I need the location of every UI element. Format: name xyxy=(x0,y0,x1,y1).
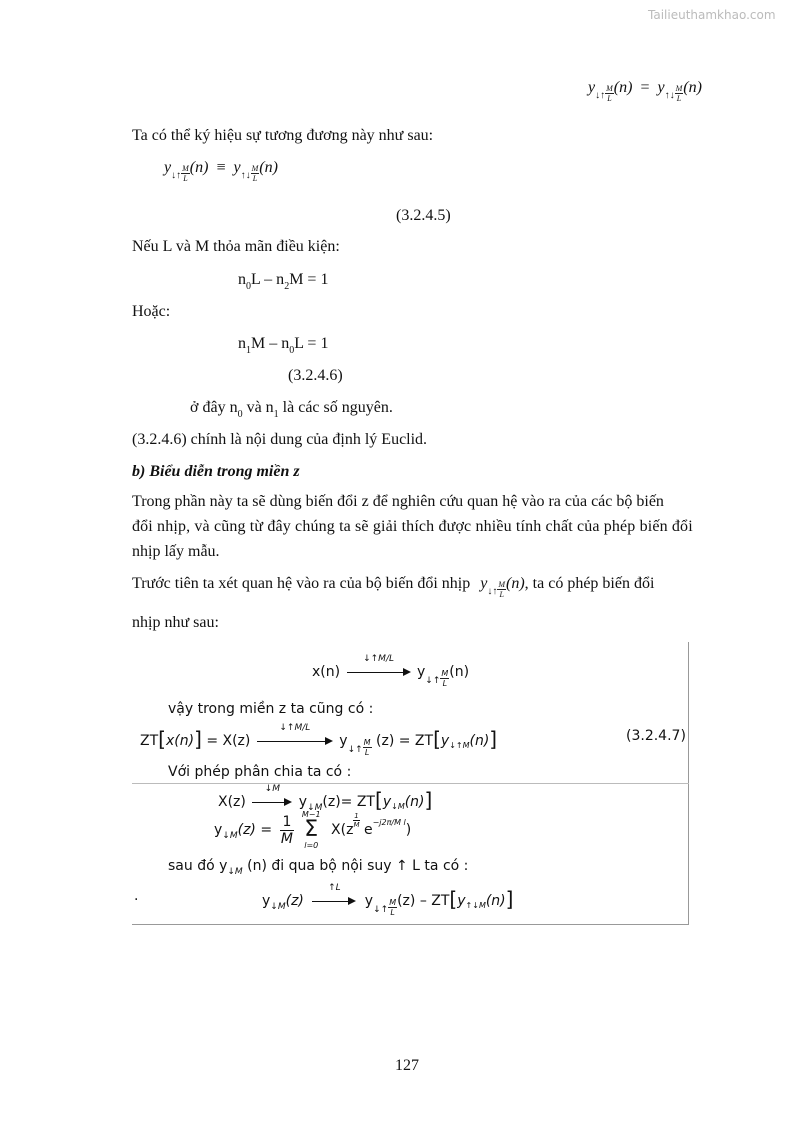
fig-line-7 xyxy=(168,858,469,877)
fig-arrow-4-label: ↑L xyxy=(328,883,341,893)
figure-divider xyxy=(132,783,689,784)
fig-zt-1: ZT xyxy=(140,733,159,749)
cond1-b-sub: 2 xyxy=(284,281,290,292)
eq-top-ops-lhs: ↓↑ xyxy=(595,90,606,101)
para2-frac-num: M xyxy=(498,580,506,590)
equation-label-2: (3.2.4.6) xyxy=(288,367,343,384)
section-heading-b: b) Biểu diễn trong miền z xyxy=(132,463,300,480)
cond1-b: L – n xyxy=(251,271,285,288)
fig-last-y2: y xyxy=(364,893,374,909)
eq2-equiv: ≡ xyxy=(216,159,226,176)
equation-label-1: (3.2.4.5) xyxy=(396,207,451,224)
fig-y-n-m: M xyxy=(462,741,470,750)
fig-ydm-y: y xyxy=(382,794,392,810)
fig-exp1-num: 1 xyxy=(354,812,359,820)
para2-ops: ↓↑ xyxy=(487,586,498,597)
para2-l1a: Trước tiên ta xét quan hệ vào ra của bộ biến đổi nhịp xyxy=(132,575,471,592)
paragraph-3: Hoặc: xyxy=(132,303,171,320)
fig-exp2: −j2π/M l xyxy=(372,818,406,827)
paragraph-4 xyxy=(190,398,393,420)
eq2-lhs: y xyxy=(164,159,172,176)
para2-y: y xyxy=(480,575,488,592)
fig-sum-bottom: l=0 xyxy=(304,841,319,850)
fig-ydm-sub: ↓M xyxy=(307,803,323,813)
eq-top-ops-rhs: ↑↓ xyxy=(664,90,675,101)
fig-last-zt-ops: ↑↓ xyxy=(465,901,479,910)
fig-arrow-3-label: ↓M xyxy=(264,784,280,794)
fig-arrow-2 xyxy=(257,723,333,747)
para2-frac-den: L xyxy=(499,590,504,600)
eq2-frac-num: M xyxy=(182,164,189,174)
paragraph-6-line-2: đổi nhịp, và cũng từ đây chúng ta sẽ giải thích được nhiều tính chất của phép biến đổi xyxy=(132,518,693,535)
fig-line7-sub: ↓M xyxy=(227,867,243,877)
eq2-arg-rhs: (n) xyxy=(259,159,278,176)
paragraph-5: (3.2.4.6) chính là nội dung của định lý Euclid. xyxy=(132,431,428,448)
fig-ydm-y-arg: (n) xyxy=(404,794,425,810)
fig-ydm-y-sub: ↓M xyxy=(391,802,405,811)
fig-arrow-1 xyxy=(347,654,411,678)
fig-arrow-3 xyxy=(252,784,292,808)
condition-2 xyxy=(238,334,328,356)
condition-1 xyxy=(238,270,328,292)
paragraph-2: Nếu L và M thỏa mãn điều kiện: xyxy=(132,238,340,255)
fig-y-n-ops: ↓↑ xyxy=(449,741,463,750)
fig-sum-y-sub: ↓M xyxy=(222,831,238,841)
eq-top-arg-rhs: (n) xyxy=(683,79,702,96)
fig-sum-y: y xyxy=(214,822,223,838)
fig-line-4: Với phép phân chia ta có : xyxy=(168,764,352,780)
p4-b-sub: 1 xyxy=(273,409,279,420)
fig-line-3: ZT[x(n)] = X(z) ↓↑M/L $y_{↓↑ \frac{M}{L}}$ $(z) = ZT[y_{↓↑M}(n)]$ xyxy=(140,723,498,757)
fig-ydm-eq: (z)= ZT xyxy=(322,794,375,810)
cond2-a: n xyxy=(238,335,246,352)
equation-equivalence xyxy=(164,158,278,184)
fig-yz-arg: (z) = ZT xyxy=(376,733,434,749)
fig-line-1 xyxy=(312,654,470,688)
fig-last-ops: ↓↑ xyxy=(373,905,389,915)
fig-y1-frac-den: L xyxy=(442,679,448,688)
p4-a: ở đây n xyxy=(190,399,238,416)
fig-y1-arg: (n) xyxy=(449,664,470,680)
para2-arg: (n) xyxy=(506,575,525,592)
fig-y-2: y xyxy=(339,733,348,749)
fig-line-2: vậy trong miền z ta cũng có : xyxy=(168,701,374,717)
paragraph-7-line-2: nhịp như sau: xyxy=(132,614,219,631)
fig-y2-frac-den: L xyxy=(364,748,370,757)
figure-block xyxy=(132,642,689,925)
fig-last-rhs: (z) – ZT xyxy=(397,893,450,909)
fig-dot: . xyxy=(134,888,139,904)
paragraph-7-line-1 xyxy=(132,574,655,600)
fig-sum-top: M−1 xyxy=(301,810,321,819)
fig-last-frac-num: M xyxy=(389,898,397,907)
fig-last-zt-y: y xyxy=(457,893,466,909)
fig-line-5: X(z) ↓M $y_{↓M}(z)= ZT[y_{↓M}(n)]$ xyxy=(218,784,433,813)
eq-top-frac-num-r: M xyxy=(675,84,683,94)
fig-sum-body: X(z xyxy=(331,822,354,838)
fig-line7-b: (n) đi qua bộ nội suy ↑ L ta có : xyxy=(247,858,469,874)
eq2-frac-den: L xyxy=(183,174,188,184)
fig-last-y: y xyxy=(262,893,271,909)
page-number: 127 xyxy=(395,1057,419,1074)
p4-c: là các số nguyên. xyxy=(278,399,393,416)
fig-arrow-2-label: ↓↑M/L xyxy=(279,723,311,733)
cond2-b: M – n xyxy=(251,335,290,352)
eq2-frac-den-r: L xyxy=(252,174,258,184)
eq2-rhs: y xyxy=(233,159,241,176)
fig-last-arg: (z) xyxy=(285,893,304,909)
fig-y-n: y xyxy=(440,733,450,749)
cond1-a-sub: 0 xyxy=(246,281,251,292)
fig-xn: x(n) xyxy=(312,664,341,680)
fig-last-frac-den: L xyxy=(390,908,395,917)
fig-y-n-arg: (n) xyxy=(469,733,490,749)
paragraph-6-line-3: nhịp lấy mẫu. xyxy=(132,543,220,560)
eq2-ops-lhs: ↓↑ xyxy=(171,170,182,181)
fig-last-y-sub: ↓M xyxy=(270,902,286,912)
fig-ydm: y xyxy=(298,794,308,810)
eq2-ops-rhs: ↑↓ xyxy=(240,170,251,181)
eq-top-rhs: y xyxy=(657,79,665,96)
cond1-a: n xyxy=(238,271,246,288)
eq-top-frac-den-r: L xyxy=(676,94,682,104)
fig-line-8: $y_{↓M}(z)$ ↑L $y_{↓↑ \frac{M}{L}}$ $(z) - ZT[y_{↑↓M}(n)]$ xyxy=(262,883,514,917)
fig-sum-symbol: Σ xyxy=(304,817,319,842)
fig-arrow-1-label: ↓↑M/L xyxy=(363,654,394,664)
cond2-c: L = 1 xyxy=(294,335,329,352)
para2-l1b: , ta có phép biến đổi xyxy=(524,575,655,592)
p4-b: và n xyxy=(242,399,274,416)
fig-label-3247: (3.2.4.7) xyxy=(626,728,686,744)
eq-top-eq: = xyxy=(640,79,650,96)
fig-y1-frac-num: M xyxy=(441,669,449,678)
cond2-a-sub: 1 xyxy=(246,345,251,356)
fig-xz: X(z) xyxy=(218,794,246,810)
equation-top xyxy=(588,78,702,104)
fig-exp1-den: M xyxy=(353,821,360,829)
fig-line-6 xyxy=(214,812,411,856)
fig-arrow-4 xyxy=(312,883,356,907)
eq-top-frac-den: L xyxy=(607,94,612,104)
eq2-arg-lhs: (n) xyxy=(189,159,209,176)
fig-last-zt-m: M xyxy=(478,901,486,910)
fig-y-1: y xyxy=(417,664,426,680)
fig-sum-mid: (z) = xyxy=(237,822,273,838)
fig-close-paren: ) xyxy=(405,822,412,838)
eq-top-lhs: y xyxy=(588,79,596,96)
fig-xn-italic: x(n) xyxy=(165,733,195,749)
p4-a-sub: 0 xyxy=(237,409,243,420)
fig-e-base: e xyxy=(363,822,373,838)
eq-top-arg-lhs: (n) xyxy=(613,79,633,96)
fig-eq-xz: = X(z) xyxy=(206,733,251,749)
eq2-frac-num-r: M xyxy=(251,164,259,174)
watermark: Tailieuthamkhao.com xyxy=(648,8,776,22)
paragraph-1: Ta có thể ký hiệu sự tương đương này như sau: xyxy=(132,127,434,144)
paragraph-6-line-1: Trong phần này ta sẽ dùng biến đổi z để nghiên cứu quan hệ vào ra của các bộ biến xyxy=(132,493,664,510)
fig-y2-ops: ↓↑ xyxy=(347,745,363,755)
cond2-b-sub: 0 xyxy=(289,345,295,356)
fig-last-zt-arg: (n) xyxy=(485,893,506,909)
fig-y2-frac-num: M xyxy=(363,738,371,747)
cond1-c: M = 1 xyxy=(289,271,329,288)
eq-top-frac-num: M xyxy=(606,84,613,94)
fig-frac-m: M xyxy=(280,831,294,847)
fig-y1-ops: ↓↑ xyxy=(425,676,441,686)
fig-frac-one: 1 xyxy=(280,814,295,831)
fig-line7-a: sau đó y xyxy=(168,858,228,874)
